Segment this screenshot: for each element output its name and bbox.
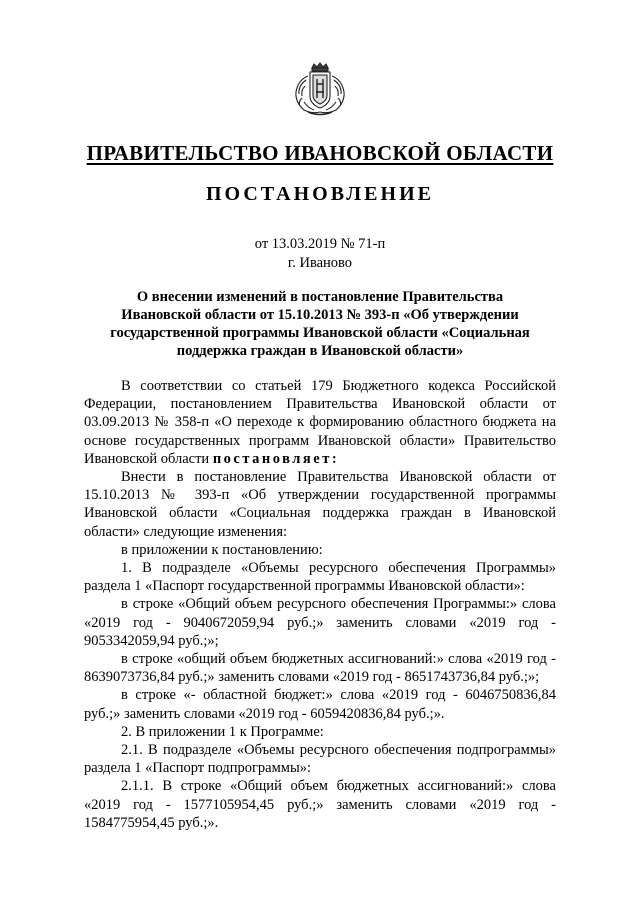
government-name [0,141,640,166]
body-paragraph: в строке «- областной бюджет:» слова «2019 год - 6046750836,84 руб.;» заменить словами «2019 год - 6059420836,84 руб.;». [84,687,556,722]
preamble-colon: : [331,450,337,467]
document-body [84,377,556,832]
preamble-text: В соответствии со статьей 179 Бюджетного кодекса Российской Федерации, постановлением Правительства Ивановской области от 03.09.2013 № 358-п «О переходе к формированию областного бюджета на основе государственных программ Ивановской области» Правительство Ивановской области [84,378,556,467]
body-paragraph: 2. В приложении 1 к Программе: [121,723,324,740]
body-paragraph: 1. В подразделе «Объемы ресурсного обеспечения Программы» раздела 1 «Паспорт государственной программы Ивановской области»: [84,560,556,595]
date-and-number: от 13.03.2019 № 71-п [254,236,386,252]
document-type: ПОСТАНОВЛЕНИЕ [206,183,434,205]
body-paragraph: Внести в постановление Правительства Ивановской области от 15.10.2013 № 393-п «Об утверждении государственной программы Ивановской области «Социальная поддержка граждан в Ивановской области» следующие изменения: [84,469,556,540]
city: г. Иваново [287,255,353,271]
preamble-resolves: постановляет [212,450,332,467]
preamble-paragraph [84,377,556,468]
body-paragraph: 2.1.1. В строке «Общий объем бюджетных ассигнований:» слова «2019 год - 1577105954,45 руб.;» заменить словами «2019 год - 1584775954,45 руб.;». [84,778,556,831]
body-paragraph: в строке «общий объем бюджетных ассигнований:» слова «2019 год - 8639073736,84 руб.;» заменить словами «2019 год - 8651743736,84 руб.;»; [84,651,556,686]
body-paragraph: 2.1. В подразделе «Объемы ресурсного обеспечения подпрограммы» раздела 1 «Паспорт подпрограммы»: [84,742,556,777]
body-paragraph: в приложении к постановлению: [121,541,323,558]
body-paragraph: в строке «Общий объем ресурсного обеспечения Программы:» слова «2019 год - 9040672059,94 руб.;» заменить словами «2019 год - 9053342059,94 руб.;»; [84,596,556,649]
government-name-text: ПРАВИТЕЛЬСТВО ИВАНОВСКОЙ ОБЛАСТИ [86,141,554,165]
coat-of-arms-emblem-icon [290,62,350,118]
document-subject: О внесении изменений в постановление Правительства Ивановской области от 15.10.2013 № 393-п «Об утверждении государственной программы Ивановской области «Социальная поддержка граждан в Ивановской области» [110,289,530,359]
